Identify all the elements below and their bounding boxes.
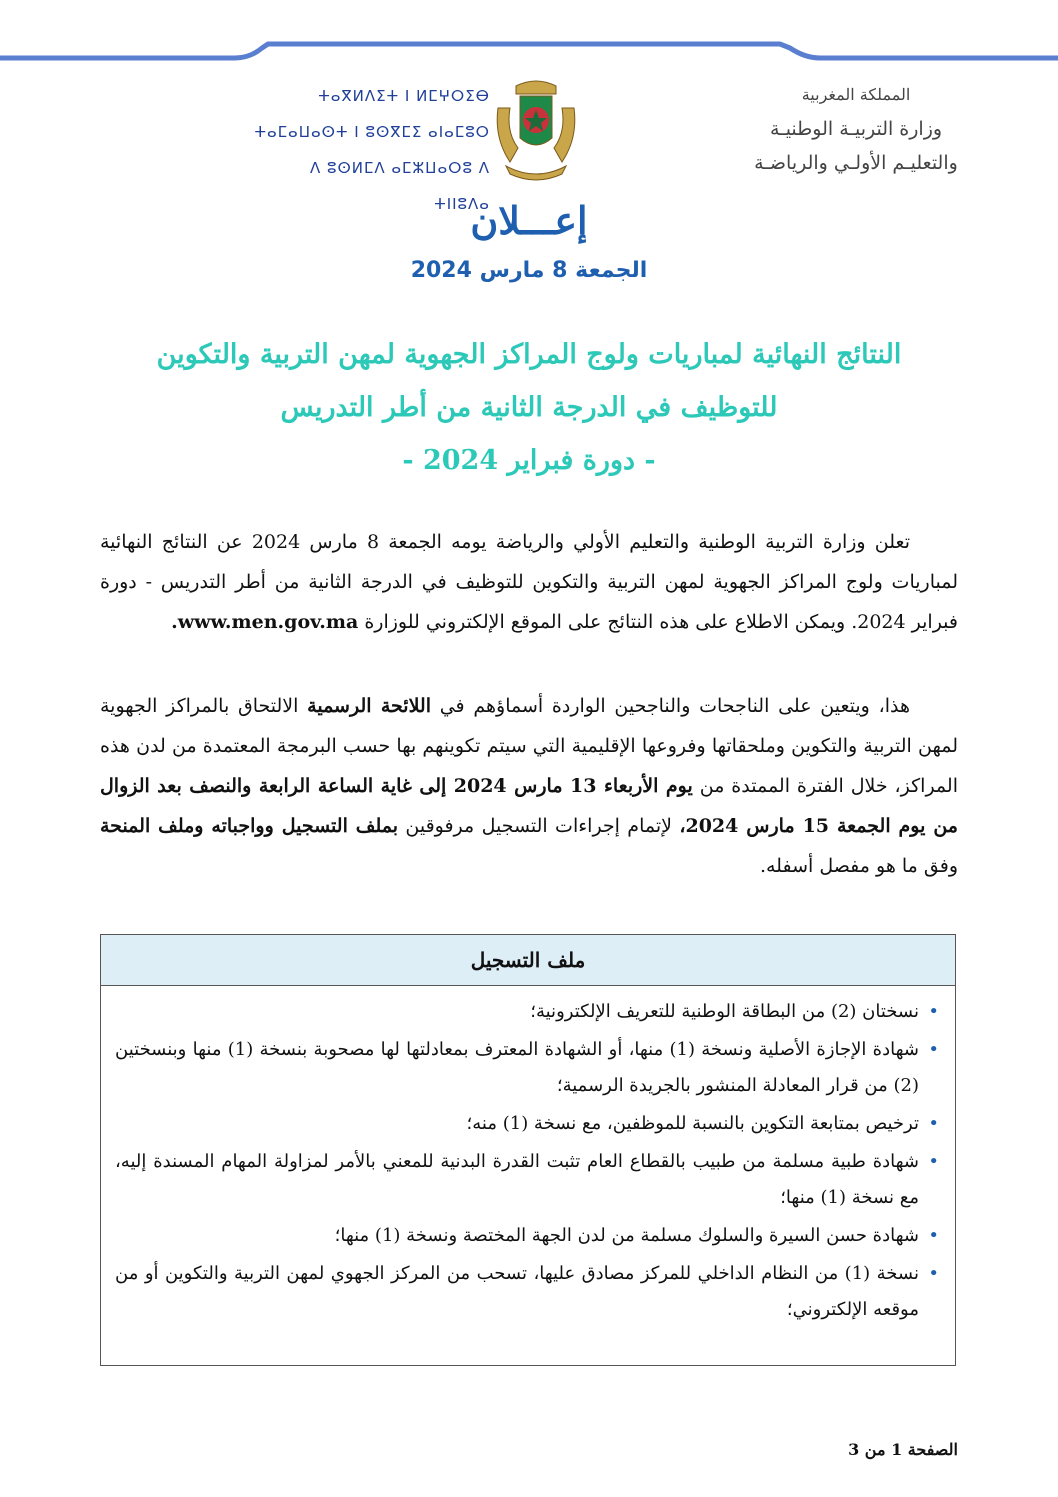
list-item: • شهادة حسن السيرة والسلوك مسلمة من لدن الجهة المختصة ونسخة (1) منها؛ bbox=[115, 1218, 941, 1254]
title-line-1: النتائج النهائية لمباريات ولوج المراكز الجهوية لمهن التربية والتكوين bbox=[156, 339, 902, 370]
ministry-website-link[interactable]: www.men.gov.ma. bbox=[171, 611, 359, 633]
title-line-3: - دورة فبراير 2024 - bbox=[402, 445, 656, 476]
announcement-heading: إعـــلان bbox=[470, 198, 588, 243]
title-line-2: للتوظيف في الدرجة الثانية من أطر التدريس bbox=[280, 392, 778, 423]
list-item: • شهادة طبية مسلمة من طبيب بالقطاع العام تثبت القدرة البدنية للمعني بالأمر لمزاولة المهام المسندة إليه، مع نسخة (1) منها؛ bbox=[115, 1144, 941, 1216]
header-decorative-line bbox=[0, 0, 1058, 70]
header-kingdom: المملكة المغربية bbox=[801, 85, 911, 104]
header-arabic bbox=[746, 78, 966, 180]
page-number: الصفحة 1 من 3 bbox=[848, 1440, 958, 1459]
paragraph-bold-text: بملف التسجيل وواجباته وملف المنحة bbox=[100, 815, 399, 837]
registration-file-list bbox=[101, 986, 955, 1328]
coat-of-arms-emblem bbox=[488, 78, 584, 186]
paragraph-text: لإتمام إجراءات التسجيل مرفوقين bbox=[405, 815, 672, 837]
list-item: • نسختان (2) من البطاقة الوطنية للتعريف الإلكترونية؛ bbox=[115, 994, 941, 1030]
paragraph-text: هذا، ويتعين على الناجحات والناجحين الواردة أسماؤهم في bbox=[439, 695, 910, 717]
tifinagh-line-3: ⴷ ⵓⵙⵍⵎⴷ ⴰⵎⵣⵡⴰⵔⵓ ⴷ ⵜⵏⵏⵓⴷⴰ bbox=[309, 159, 490, 213]
tifinagh-line-1: ⵜⴰⴳⵍⴷⵉⵜ ⵏ ⵍⵎⵖⵔⵉⴱ bbox=[318, 87, 490, 105]
list-item: • ترخيص بمتابعة التكوين بالنسبة للموظفين، مع نسخة (1) منه؛ bbox=[115, 1106, 941, 1142]
paragraph-bold-text: اللائحة الرسمية bbox=[307, 695, 431, 717]
tifinagh-line-2: ⵜⴰⵎⴰⵡⴰⵙⵜ ⵏ ⵓⵙⴳⵎⵉ ⴰⵏⴰⵎⵓⵔ bbox=[254, 123, 490, 141]
list-item: • شهادة الإجازة الأصلية ونسخة (1) منها، أو الشهادة المعترف بمعادلتها لها مصحوبة بنسخة (1) منها وبنسختين (2) من قرار المعادلة المنشور بالجريدة الرسمية؛ bbox=[115, 1032, 941, 1104]
announcement-title bbox=[100, 328, 958, 487]
announcement-date: الجمعة 8 مارس 2024 bbox=[410, 258, 648, 283]
registration-file-heading: ملف التسجيل bbox=[101, 935, 955, 986]
paragraph-text: الالتحاق بالمراكز الجهوية لمهن التربية والتكوين وملحقاتها وفروعها الإقليمية التي سيتم تكوينهم بها حسب البرمجة المعتمدة من لدن هذه المراكز، خلال الفترة الممتدة من bbox=[100, 695, 958, 797]
paragraph-registration bbox=[100, 686, 958, 886]
paragraph-bold-text: يوم الأربعاء 13 مارس 2024 إلى غاية الساعة الرابعة والنصف بعد الزوال من يوم الجمعة 15 مارس 2024، bbox=[100, 775, 958, 837]
list-item: • نسخة (1) من النظام الداخلي للمركز مصادق عليها، تسحب من المركز الجهوي لمهن التربية والتكوين أو من موقعه الإلكتروني؛ bbox=[115, 1256, 941, 1328]
header-ministry-line-1: وزارة التربيـة الوطنيـة bbox=[769, 118, 943, 140]
paragraph-results-text: تعلن وزارة التربية الوطنية والتعليم الأولي والرياضة يومه الجمعة 8 مارس 2024 عن النتائج النهائية لمباريات ولوج المراكز الجهوية لمهن التربية والتكوين للتوظيف في الدرجة الثانية من أطر التدريس - دورة فبراير 2024. ويمكن الاطلاع على هذه النتائج على الموقع الإلكتروني للوزارة bbox=[100, 531, 958, 633]
registration-file-box bbox=[100, 934, 956, 1366]
paragraph-text: وفق ما هو مفصل أسفله. bbox=[759, 855, 958, 877]
paragraph-results bbox=[100, 522, 958, 642]
header-ministry-line-2: والتعليـم الأولـي والرياضـة bbox=[754, 152, 958, 174]
